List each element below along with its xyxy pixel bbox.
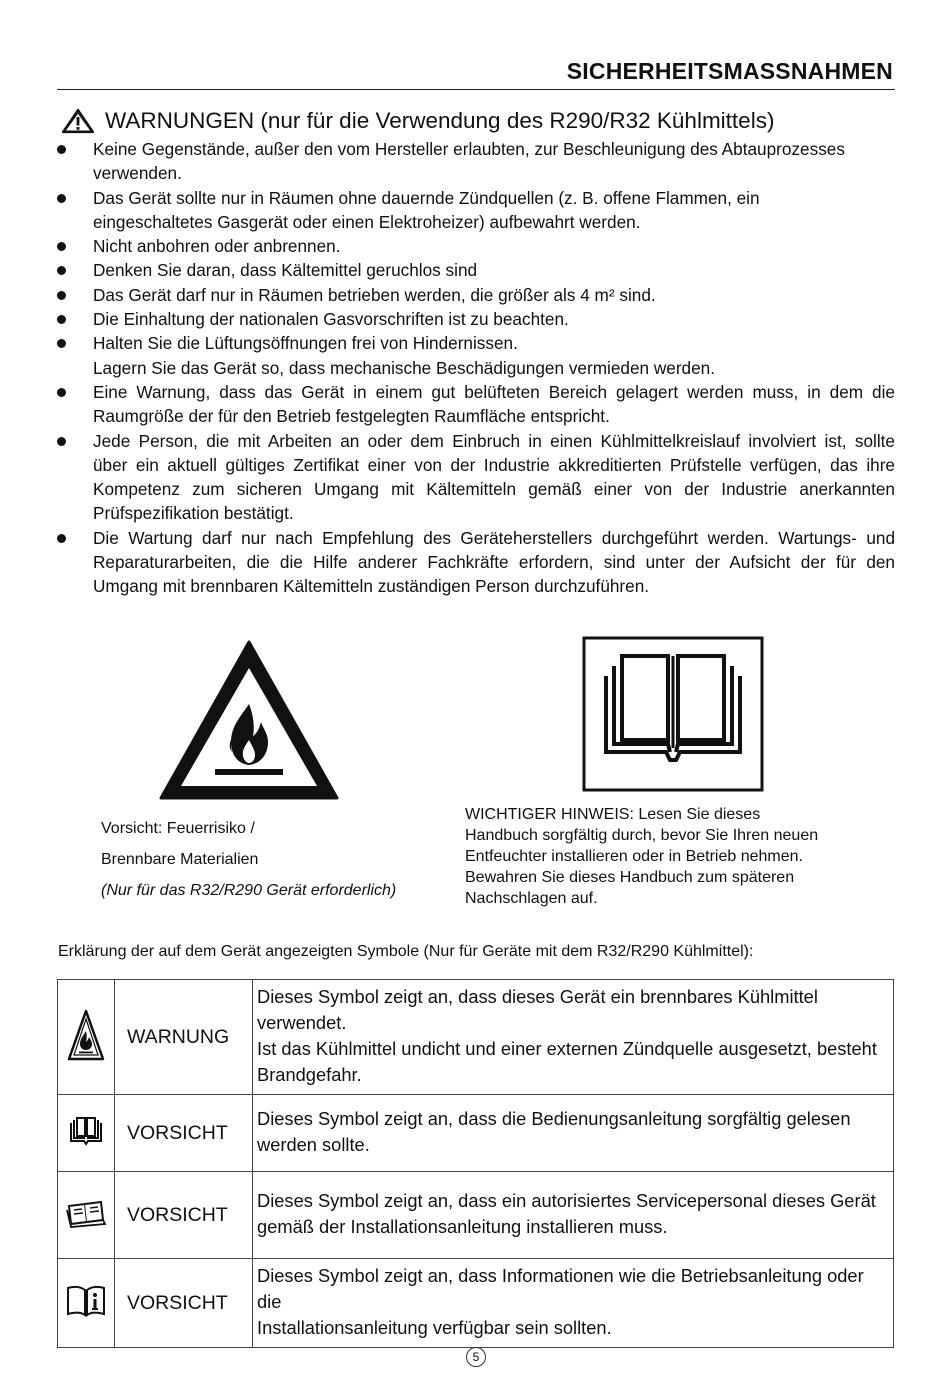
symbol-icon-cell [58,980,115,1095]
symbol-icon-cell [58,1095,115,1172]
warning-line: Die Einhaltung der nationalen Gasvorschriften ist zu beachten. [93,309,569,330]
warning-item [57,307,895,331]
table-row [58,1095,894,1172]
symbol-icon-cell [58,1259,115,1348]
table-row [58,980,894,1095]
bullet-dot [57,145,66,154]
warning-line: Prüfspezifikation bestätigt. [93,503,294,524]
symbol-description [253,1172,894,1259]
symbol-description [253,1095,894,1172]
page-number: 5 [466,1347,486,1367]
bullet-dot [57,437,66,446]
bullet-dot [57,266,66,275]
symbol-description [253,1259,894,1348]
warning-line: eingeschaltetes Gasgerät oder einen Elektroheizer) aufbewahrt werden. [93,211,641,232]
symbol-label: VORSICHT [115,1095,253,1172]
warning-line: Die Wartung darf nur nach Empfehlung des Geräteherstellers durchgeführt werden. Wartungs- und [93,527,895,548]
description-line: Ist das Kühlmittel undicht und einer externen Zündquelle ausgesetzt, besteht [257,1038,877,1059]
fire-caption [101,813,396,906]
description-line: Dieses Symbol zeigt an, dass Informationen wie die Betriebsanleitung oder die [257,1265,864,1312]
description-line: Brandgefahr. [257,1064,362,1085]
manual-caption-line: Bewahren Sie dieses Handbuch zum späteren [465,869,795,886]
warning-line: Kompetenz zum sicheren Umgang mit Kältemitteln gemäß einer von der Industrie anerkannten [93,479,895,500]
symbols-table [57,979,894,1348]
description-line: Installationsanleitung verfügbar sein sollten. [257,1317,612,1338]
description-line: Dieses Symbol zeigt an, dass dieses Gerät ein brennbares Kühlmittel verwendet. [257,986,818,1033]
warning-line: Halten Sie die Lüftungsöffnungen frei von Hindernissen. [93,333,518,354]
warning-line: Umgang mit brennbaren Kältemitteln zuständigen Person durchzuführen. [93,576,650,597]
table-row [58,1259,894,1348]
description-line: Dieses Symbol zeigt an, dass ein autorisiertes Servicepersonal dieses Gerät [257,1190,876,1211]
warning-line: Das Gerät sollte nur in Räumen ohne dauernde Zündquellen (z. B. offene Flammen, ein [93,187,760,208]
symbol-label: VORSICHT [115,1259,253,1348]
title-rule [57,89,895,90]
warning-triangle-icon [61,108,95,134]
warning-item [57,234,895,258]
bullet-dot [57,291,66,300]
bullet-dot [57,315,66,324]
fire-caption-note: (Nur für das R32/R290 Gerät erforderlich) [101,882,397,899]
warning-line: Lagern Sie das Gerät so, dass mechanische Beschädigungen vermieden werden. [93,357,715,378]
warning-line: Raumgröße der für den Betrieb festgelegten Raumfläche entspricht. [93,406,610,427]
manual-caption-line: Nachschlagen auf. [465,890,598,907]
read-manual-icon [582,636,764,797]
symbols-intro: Erklärung der auf dem Gerät angezeigten Symbole (Nur für Geräte mit dem R32/R290 Kühlmittel): [58,943,754,960]
fire-caption-line: Vorsicht: Feuerrisiko / [101,820,255,837]
bullet-dot [57,534,66,543]
warning-item [57,186,895,235]
warning-line: über ein aktuell gültiges Zertifikat einer von der Industrie akkreditierten Prüfstelle verfügen, das ihre [93,454,895,475]
symbol-label: WARNUNG [115,980,253,1095]
warning-line: Jede Person, die mit Arbeiten an oder dem Einbruch in einen Kühlmittelkreislauf involviert ist, sollte [93,430,895,451]
manual-caption-line: Handbuch sorgfältig durch, bevor Sie Ihren neuen [465,827,819,844]
manual-caption-line: WICHTIGER HINWEIS: Lesen Sie dieses [465,806,761,823]
warnings-heading [61,108,774,134]
bullet-dot [57,388,66,397]
page-title: SICHERHEITSMASSNAHMEN [566,58,893,84]
manual-book-icon [68,1134,104,1151]
warning-line: Reparaturarbeiten, die die Hilfe anderer Fachkräfte erfordern, sind unter der Aufsicht der für den [93,552,895,573]
description-line: Dieses Symbol zeigt an, dass die Bedienungsanleitung sorgfältig gelesen [257,1108,851,1129]
warning-item [57,429,895,526]
fire-caption-line: Brennbare Materialien [101,851,259,868]
warning-item [57,137,895,186]
warning-line: verwenden. [93,163,182,184]
symbol-icon-cell [58,1172,115,1259]
warning-item [57,283,895,307]
bullet-dot [57,194,66,203]
symbol-description [253,980,894,1095]
manual-caption [465,804,818,909]
description-line: werden sollte. [257,1134,370,1155]
symbol-label: VORSICHT [115,1172,253,1259]
warning-item [57,526,895,599]
warning-item [57,331,895,380]
warning-line: Denken Sie daran, dass Kältemittel geruchlos sind [93,260,478,281]
service-manual-icon [65,1215,107,1232]
warning-line: Eine Warnung, dass das Gerät in einem gut belüfteten Bereich gelagert werden muss, in dem die [93,381,895,402]
warning-item [57,380,895,429]
bullet-dot [57,339,66,348]
bullet-dot [57,242,66,251]
warning-line: Keine Gegenstände, außer den vom Hersteller erlaubten, zur Beschleunigung des Abtauprozesses [93,139,845,159]
flammable-warning-icon [157,638,341,807]
info-book-icon [65,1305,107,1322]
flammable-warning-icon [66,1050,106,1067]
warnings-heading-text: WARNUNGEN (nur für die Verwendung des R290/R32 Kühlmittels) [105,108,775,133]
warning-line: Das Gerät darf nur in Räumen betrieben werden, die größer als 4 m² sind. [93,284,656,305]
warning-item [57,258,895,282]
warnings-list [57,137,895,599]
table-row [58,1172,894,1259]
warning-line: Nicht anbohren oder anbrennen. [93,236,341,257]
manual-caption-line: Entfeuchter installieren oder in Betrieb nehmen. [465,848,803,865]
description-line: gemäß der Installationsanleitung installieren muss. [257,1216,668,1237]
